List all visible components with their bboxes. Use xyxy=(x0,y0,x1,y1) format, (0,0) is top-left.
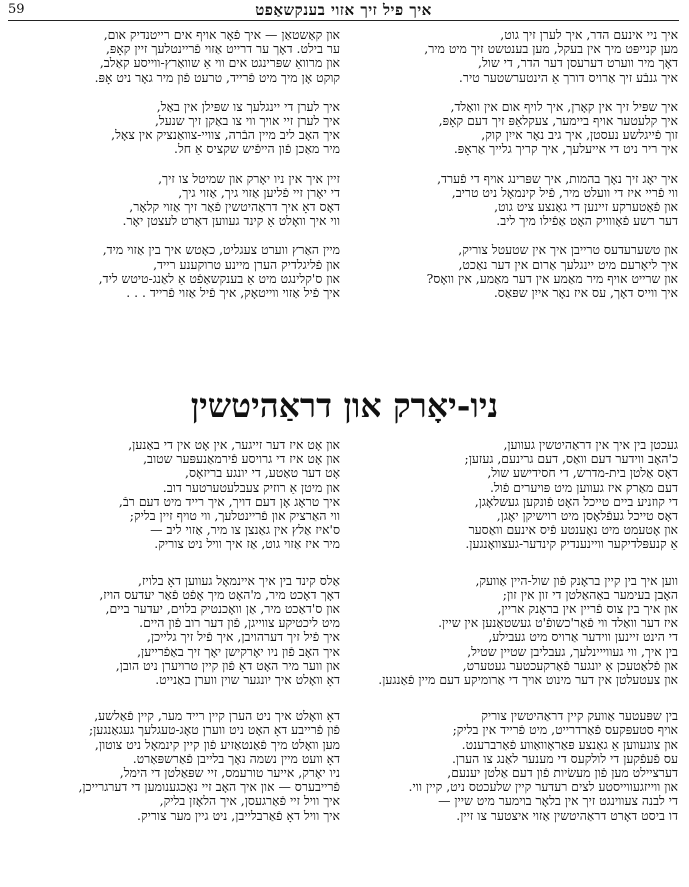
poem-line: מיר איז אַזוי גוט, אַז איך וויל ניט צוריק. xyxy=(154,536,340,552)
poem-line: מיר מאַכן פֿון הייפֿיש שקציס אַ חל. xyxy=(174,141,340,157)
poem-line: האָבן בעימער באַהאַלטן די זון אין זון; xyxy=(502,586,678,602)
poem-line: ווי פֿריי איז די וועלט מיר, פֿיל קינמאָל ניט טריב, xyxy=(451,184,678,200)
poem-line: מיט ליכטיקע צווייגן, פֿון דער רוב פֿון היים. xyxy=(139,615,340,631)
poem-line: און אָטעמט מיט נאָענטע פֿיס אינעם וואַסער xyxy=(468,522,678,538)
poem-line: ווי האַרציק און פֿריינטלעך, ווי טויף זיין בליק; xyxy=(129,508,340,524)
poem-line: און קאַשטאַן — איך פֿאָר אויף אים רייטנדיק אום, xyxy=(103,28,340,42)
stanza xyxy=(14,574,340,688)
poem-line: דערציילט מען פֿון מעשׂיות פֿון דעם אַלטן יענעם, xyxy=(447,765,678,781)
poem-line: ווען איך בין קיין בראָנק פֿון שול-היין אַוועק, xyxy=(475,572,678,588)
poem-line: דער רשע פֿאָווויק האָט אַפֿילו מיך ליב. xyxy=(496,213,678,229)
poem-line: זוך פֿייגלשע נעסטן, איך גיב נאָר אייִן קוק, xyxy=(481,127,678,143)
poem-line: מען קנייפּט מיך אין בעקל, מען בענטשט זיך מיט מיר, xyxy=(424,41,678,57)
poem-line: און שרייט אויף מיר מאַמע אין דער מאַמע, אין וואָס? xyxy=(426,270,678,286)
poem-title: ניו-יאָרק און דראַהיטשין xyxy=(190,386,499,425)
page-number: 59 xyxy=(8,2,25,17)
new-poem-right-column xyxy=(352,438,678,884)
poem-line: דו ביסט דאָרט דראַהיטשין אַזוי איצטער צו זיין. xyxy=(456,807,678,823)
stanza xyxy=(14,709,340,823)
poem-line: און צעטעלטן אין דער מינוט אויך די אַרומיקע דעם מיין פֿאַנגען. xyxy=(378,672,678,688)
stanza xyxy=(352,438,678,552)
poem-line: איך ליאָרעם מיט יינגלעך אַרום אין דער נאַכט, xyxy=(458,256,678,272)
poem-line: און ווייזגעווייסטע לצים רעדער קיין שלעכטס ניט, קיין ווי. xyxy=(408,779,678,795)
poem-line: דאָך מיר ווערט דערעסן דער הדר, די שול, xyxy=(478,55,678,71)
poem-line: איך לערן די יינגלעך צו שפּילן אין באַל, xyxy=(156,98,340,114)
poem-line: זיין איך אין ניו יאָרק און שמיטל צו זיך, xyxy=(158,170,340,186)
stanza xyxy=(14,100,340,157)
poem-line: די הינט זיינען ווידער אַרויס מיט געבילע, xyxy=(488,629,678,645)
running-head: איך פיל זיך אזוי בענקשאַפט xyxy=(255,1,432,19)
stanza xyxy=(14,243,340,300)
poem-line: איך טראָג אָן דעם דויך, איך רייד מיט דעם רבֿ, xyxy=(118,493,340,509)
poem-line: און פֿאַטערקע זיינען די גאַנצע ציט גוט, xyxy=(494,199,678,215)
poem-line: איך שפּיל זיך אין קאָרן, איך לויף אום אין וואַלד, xyxy=(450,98,678,114)
poem-line: און ס'קלינגט מיט אַ בענקשאַפֿט אַ לאַנג-טיטש ליד, xyxy=(98,270,340,286)
poem-line: איך פֿיל זיך דערהויבן, איך פֿיל זיך גלייכן, xyxy=(147,629,340,645)
poem-line: דאָס אַלטן בית-מדרש, די חסידישע שול, xyxy=(487,465,678,481)
poem-line: פֿון פֿרייבע דאָ האָט ניט ווערן טאָג-טעגלעך געגאַנגען; xyxy=(88,722,340,738)
poem-line: דאָ וואָלט איך ניט הערן קיין רייד מער, קיין פֿאַלשע, xyxy=(94,708,340,724)
poem-line: דאָס טייכל געפֿלאָסן מיט רוישיקן יאָגן, xyxy=(496,508,678,524)
poem-line: און מיטן אַ רוזיק צעבלעטערטער דוב. xyxy=(162,479,340,495)
poem-line: איך גנבֿע זיך אַרויס דורך אַ הינטערשטער טיר. xyxy=(458,69,678,85)
poem-line: עס פֿעפֿקען די לולקעס די מענער לאַנג צו הערן. xyxy=(451,750,678,766)
poem-line: מען וואָלט מיך פֿאַנטאַזיע פֿון קיין קינמאָל ניט צוטון, xyxy=(94,736,340,752)
poem-line: בין שפּעטער אַוועק קיין דראַהיטשין צוריק xyxy=(481,708,678,724)
poem-line: אַ קנעפּלדיקער וויינענדיק קינדער-געצוואָנגען. xyxy=(465,536,678,552)
new-poem-left-column xyxy=(14,438,340,884)
page-header xyxy=(8,2,679,21)
poem-line: די יאָרן זיי פֿליען אַזוי גיך, אַזוי גיך, xyxy=(178,184,340,200)
poem-continuation-right-column xyxy=(352,28,678,368)
poem-line: און טשערעדעס טרייבן איך אין שטעטל צוריק, xyxy=(458,242,678,258)
poem-line: דאָך דאָכט מיר, מ'האָט מיך אָפֿט פֿאַר יעדעס הויז, xyxy=(99,586,340,602)
poem-line: און פֿליגלדיק הערן מיינע טרוקענע רייד, xyxy=(153,256,340,272)
poem-line: דעם מאַרק איז געווען מיט פּויערים פֿול. xyxy=(489,479,678,495)
poem-line: איך קלעטער אויף ביימער, צעקלאַפּ זיך דעם קאָפּ, xyxy=(438,113,678,129)
poem-line: און ס'דאַכט מיר, אַן וואָכנטיק בלוים, יעדער ביים, xyxy=(105,601,340,617)
poem-line: אַלס קינד בין איך איינמאָל געווען דאָ בלויז, xyxy=(138,572,340,588)
poem-line: איך האָב פֿון ניו יאָרקישן יאָך זיך באַפֿרייען, xyxy=(137,643,340,659)
poem-line: איך ניי אינעם הדר, איך לערן זיך גוט, xyxy=(500,28,678,42)
stanza xyxy=(352,28,678,85)
poem-line: די לבנה צעווינגט זיך אין בלאָר בוימער מיט שיין — xyxy=(438,793,678,809)
poem-line: דאָס דאָ איך דראַהיטשין פֿאַר זיך אַזוי קלאָר, xyxy=(129,199,340,215)
poem-line: און איך בין צוס פֿריין אין בראָנק אריין, xyxy=(497,601,678,617)
poem-continuation-left-column xyxy=(14,28,340,368)
stanza xyxy=(352,172,678,229)
poem-line: דאָ וועט מיין נשמה נאָך בלייבן פֿאַרשפּאַרט. xyxy=(132,750,340,766)
poem-line: בין איך, ווי געווייינלעך, געבליבן שטיין שטיל, xyxy=(467,643,678,659)
poem-line: מיין האַרץ ווערט צעגליט, כאָטש איך בין אַזוי מיד, xyxy=(102,242,340,258)
poem-line: איך לערן זיי אויך ווי צו באַקן זיך שנעל, xyxy=(154,113,340,129)
poem-line: איז דער וואַלד ווי פֿאַר'כשופֿ'ט געשטאַנען אין שיין. xyxy=(438,615,678,631)
poem-line: איך יאָג זיך נאָך בהמות, איך שפּרינג אויף די פֿערד, xyxy=(437,170,678,186)
poem-line: ניו יאָרק, אייער טורעמס, זיי שפּאַלטן די הימל, xyxy=(119,765,340,781)
stanza xyxy=(14,28,340,85)
poem-line: איך ריר ניט די אייעלעך, איך קריך גלייך אַראָפּ. xyxy=(453,141,678,157)
poem-line: און צוגעווען אַ גאַנצע פּאַראָוואַווע פֿאַרברענט. xyxy=(461,736,678,752)
stanza xyxy=(352,709,678,823)
poem-line: פֿרייבערס — און איך האָב זיי נאָכגענומען די דערגרייכן, xyxy=(78,779,340,795)
poem-line: די קוזניע ביים טייכל האָט פֿונקען געשלאָגן, xyxy=(474,493,678,509)
stanza xyxy=(352,100,678,157)
poem-line: ער בילט. דאָך ער דרייט אַזוי פֿריינטלעך זיין קאָפּ, xyxy=(105,41,340,57)
poem-line: און מרוואַ שפּרינגט אים ווי אַ שוואַרץ-ווייסע קאַלב, xyxy=(99,55,340,71)
stanza xyxy=(352,574,678,688)
poem-line: קוקט אָן מיך מיט פֿרייד, טרעט פֿון מיר גאָר ניט אָפּ. xyxy=(94,69,340,85)
poem-line: איך וויל דאָ פֿאַרבלייבן, ניט גיין מער צוריק. xyxy=(137,807,340,823)
poem-line: איך האָב ליב מיין הבֿרה, צוויי-צוואַנציק אין צאָל, xyxy=(111,127,340,143)
poem-line: דאָ וואָלט איך יונגער שוין ווערן באַנייט. xyxy=(155,672,340,688)
poem-line: איך ווייס דאָך, עס איז נאָר אייִן שפּאַס. xyxy=(493,285,678,301)
poem-line: און אָט איז דער זייגער, אין אָט אין די באַנען, xyxy=(128,438,340,452)
stanza xyxy=(352,243,678,300)
poem-line: איך פֿיל אַזוי ווייטאָק, איך פֿיל אַזוי פֿרייד . . . xyxy=(126,285,340,301)
stanza xyxy=(14,438,340,552)
poem-line: און אָט איז די גרויסע פֿירמאַנעפּער שטוב, xyxy=(143,451,340,467)
poem-line: ווי איך וואָלט אַ קינד געווען דאָרט לעצטן יאָר. xyxy=(122,213,340,229)
poem-line: ס'איז אַלץ אין גאַנצן צו מיר, אַזוי ליב — xyxy=(150,522,340,538)
poem-line: און ווער מיר האָט דאָ פֿון קיין טרויערן ניט הובן, xyxy=(115,657,340,673)
poem-line: געכטן בין איך אין דראַהיטשין געווען, xyxy=(503,438,678,452)
poem-line: און פֿלאַטעכן אַ יונגער פֿאַרקעכטער געטערט, xyxy=(462,657,678,673)
poem-line: אויף סטעפּקעס פֿאַרדרייט, מיט פֿרייד אין בליק; xyxy=(452,722,678,738)
stanza xyxy=(14,172,340,229)
poem-line: כ'האָב ווידער דעם וואַס, דעם גרינעם, געזען; xyxy=(464,451,678,467)
poem-line: איך וויל זיי פֿאַרגעסן, איך הלאָזן בליק, xyxy=(159,793,340,809)
poem-line: אָט דער טאַטע, די יונגע בריזאָס, xyxy=(185,465,340,481)
